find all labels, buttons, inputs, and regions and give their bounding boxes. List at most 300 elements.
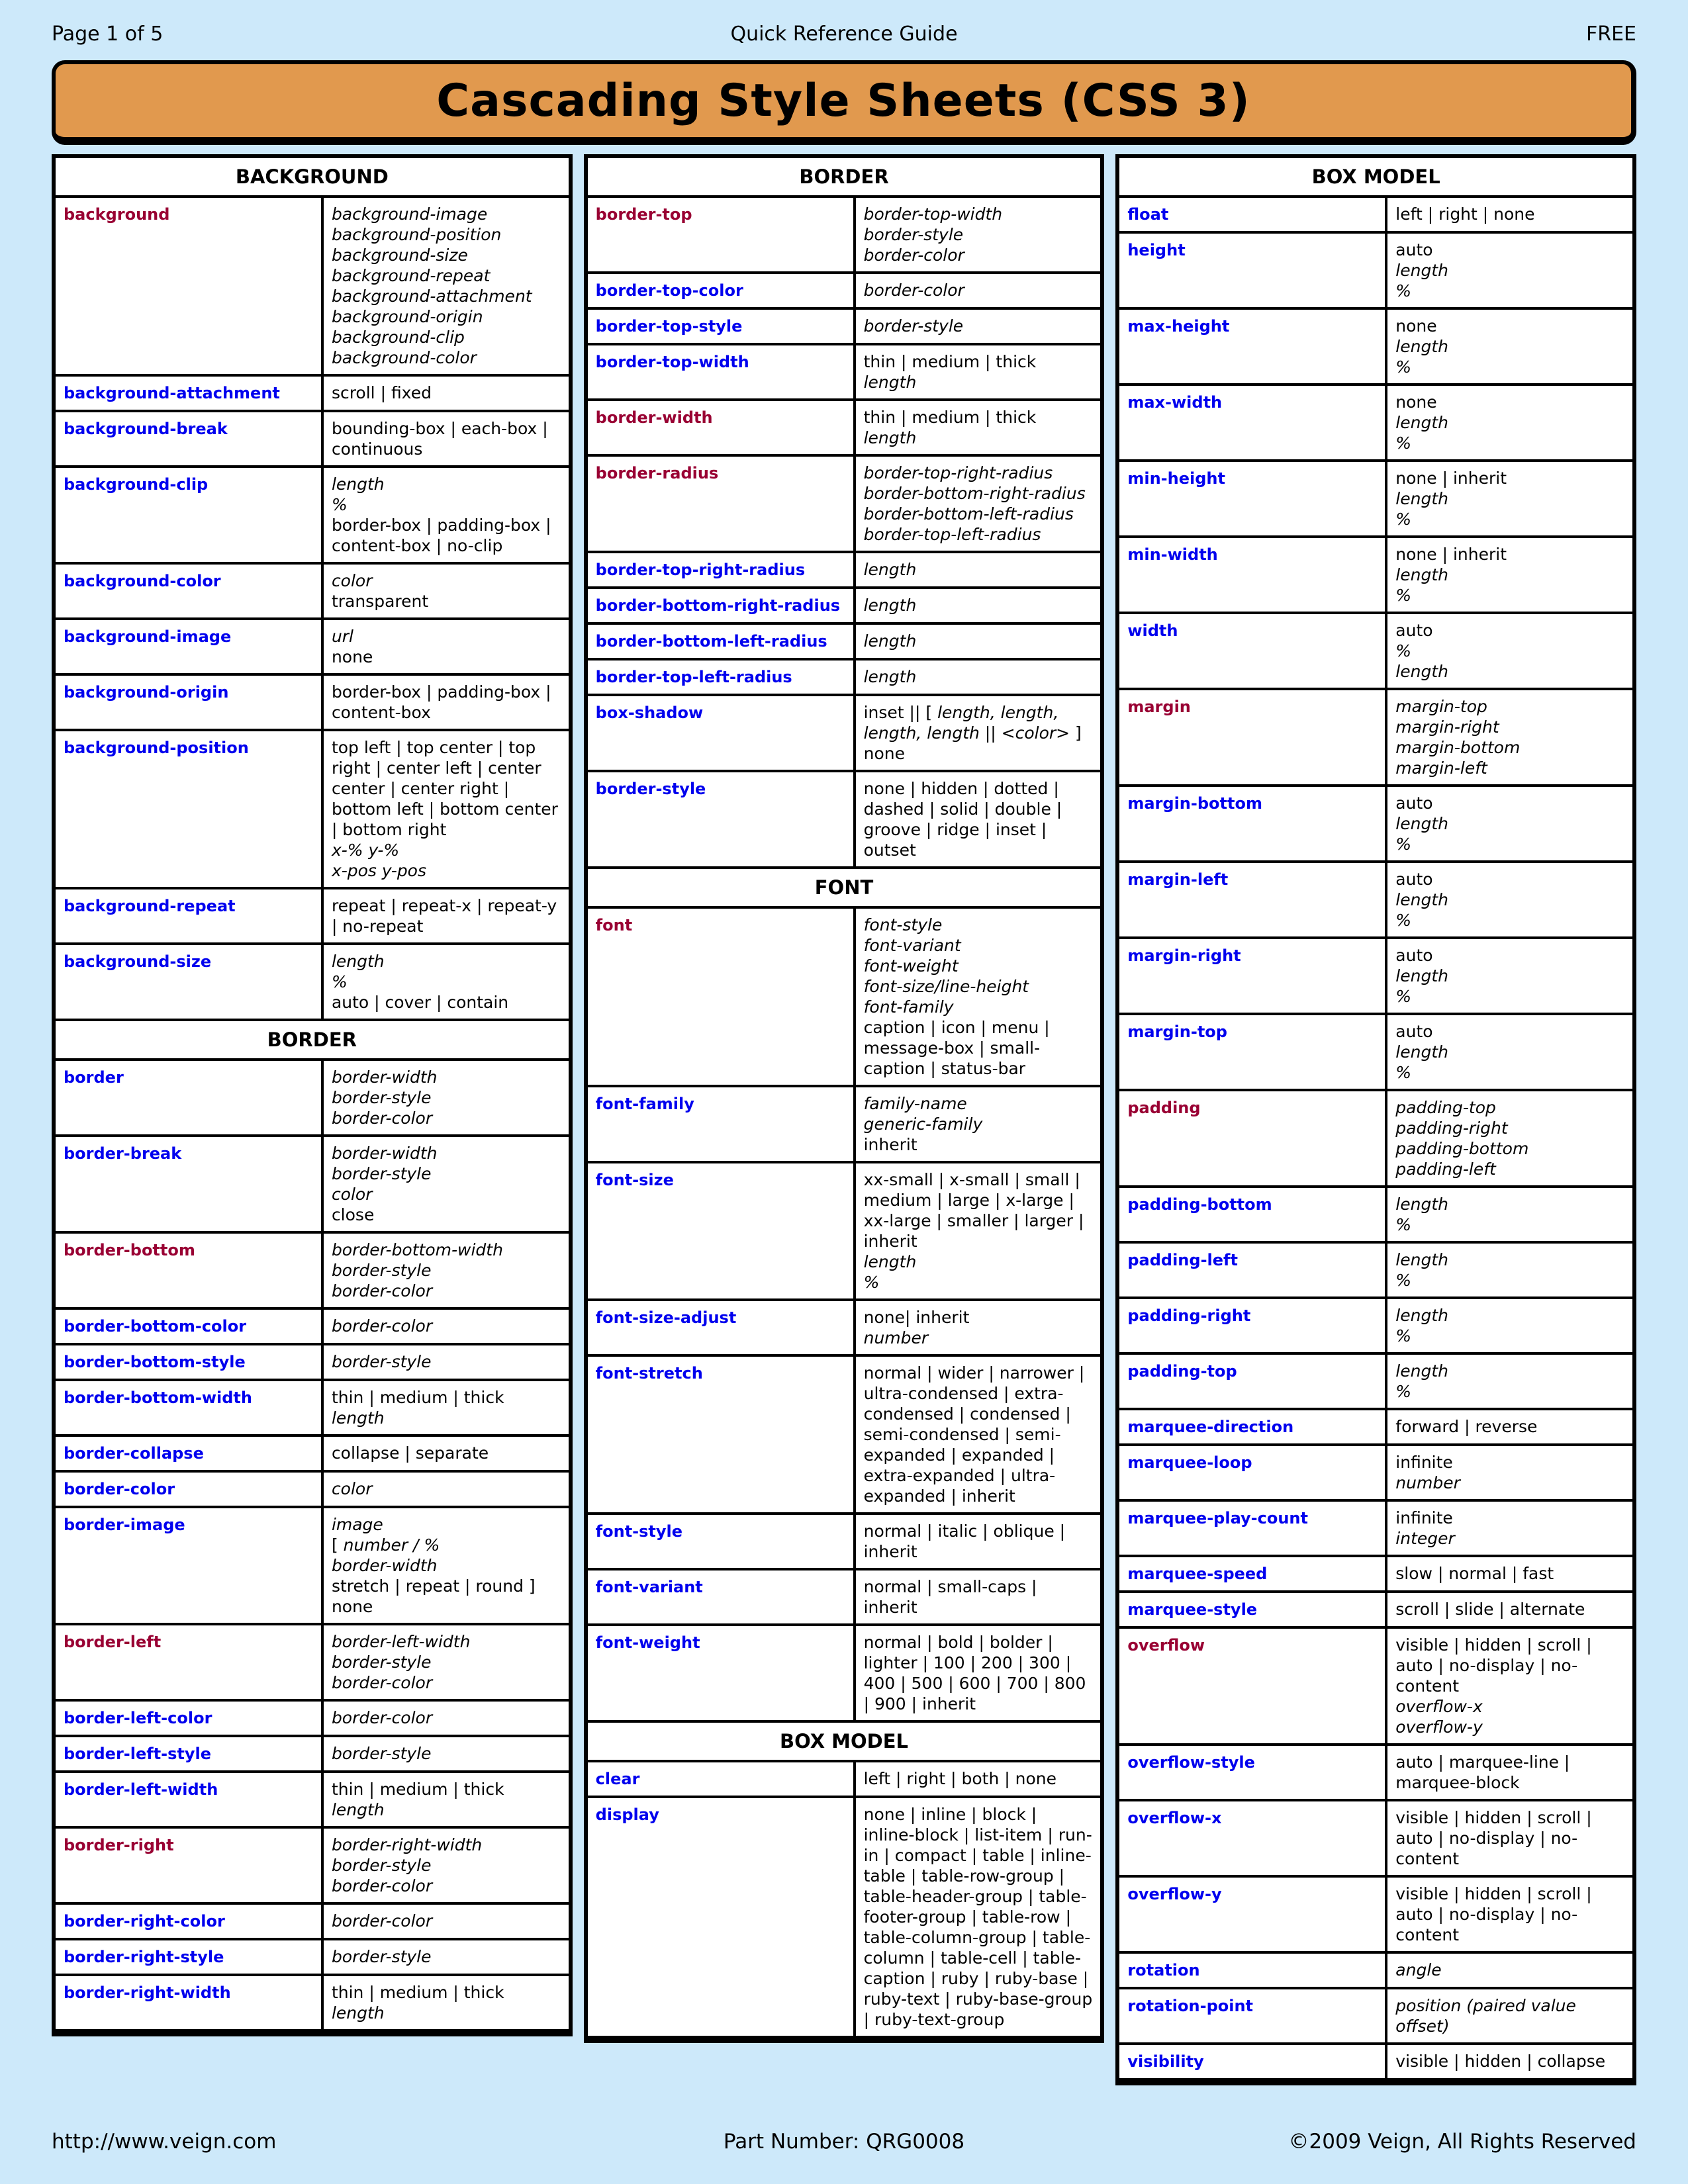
value-line: border-style: [331, 1261, 432, 1280]
property-values: [322, 1435, 571, 1471]
table-row: [1117, 1353, 1634, 1409]
property-values: [322, 1827, 571, 1903]
property-values: [1386, 197, 1634, 232]
property-values: [1386, 232, 1634, 308]
table-row: [586, 400, 1103, 455]
property-values: [322, 730, 571, 888]
table-row: [586, 1162, 1103, 1300]
table-row: [1117, 1014, 1634, 1090]
value-line: font-size/line-height: [863, 977, 1029, 996]
page-title: Cascading Style Sheets (CSS 3): [436, 74, 1250, 127]
table-row: [1117, 862, 1634, 938]
property-values: [322, 1060, 571, 1136]
value-line: visible | hidden | scroll | auto | no-display | no-content: [1395, 1635, 1592, 1696]
table-row: [54, 1471, 571, 1507]
property-name: border-top-right-radius: [586, 552, 855, 588]
copyright: ©2009 Veign, All Rights Reserved: [1288, 2130, 1636, 2154]
value-line: %: [331, 972, 348, 991]
property-name: font-style: [586, 1514, 855, 1569]
value-line: %: [1395, 357, 1412, 377]
page-header: [0, 0, 1688, 46]
property-name: background-break: [54, 411, 322, 467]
property-values: [1386, 689, 1634, 786]
section-row: [54, 1020, 571, 1060]
property-name: border-style: [586, 771, 855, 868]
property-name: display: [586, 1797, 855, 2040]
value-line: length: [1395, 1361, 1448, 1381]
value-line: margin-left: [1395, 758, 1487, 778]
property-values: [855, 588, 1103, 623]
property-values: [855, 197, 1103, 273]
value-line: border-color: [331, 1708, 433, 1727]
value-line: length: [863, 428, 917, 447]
value-line: url: [331, 627, 354, 646]
property-values: [1386, 1242, 1634, 1298]
value-line: border-width: [331, 1556, 438, 1575]
property-name: marquee-loop: [1117, 1445, 1386, 1500]
property-name: border-left: [54, 1624, 322, 1700]
value-line: font-style: [863, 915, 943, 934]
table-row: [586, 1625, 1103, 1721]
table-row: [586, 552, 1103, 588]
table-row: [54, 730, 571, 888]
property-values: [855, 659, 1103, 695]
section-header-box-model: BOX MODEL: [586, 1721, 1103, 1761]
section-row: [586, 868, 1103, 907]
property-name: border-right-width: [54, 1975, 322, 2033]
columns: [52, 154, 1636, 2085]
property-values: [322, 674, 571, 730]
section-header-border: BORDER: [54, 1020, 571, 1060]
property-values: [322, 467, 571, 563]
section-row: [54, 156, 571, 197]
table-row: [1117, 1500, 1634, 1556]
value-line: border-width: [331, 1068, 438, 1087]
property-values: [855, 623, 1103, 659]
table-row: [1117, 1876, 1634, 1952]
value-line: margin-bottom: [1395, 738, 1521, 757]
value-line: repeat | repeat-x | repeat-y | no-repeat: [331, 896, 557, 936]
property-name: overflow-y: [1117, 1876, 1386, 1952]
property-name: border-image: [54, 1507, 322, 1624]
value-line: normal | small-caps | inherit: [863, 1577, 1037, 1617]
value-line: %: [863, 1273, 880, 1292]
property-values: [855, 1514, 1103, 1569]
table-row: [586, 1355, 1103, 1514]
value-line: border-color: [331, 1876, 433, 1895]
value-line: auto: [1395, 1022, 1433, 1041]
property-name: padding-right: [1117, 1298, 1386, 1353]
property-values: [855, 308, 1103, 344]
value-line: none | hidden | dotted | dashed | solid | double | groove | ridge | inset | outset: [863, 779, 1062, 860]
property-values: [322, 1903, 571, 1939]
property-values: [1386, 1876, 1634, 1952]
value-line: infinite: [1395, 1508, 1453, 1527]
property-name: border-bottom-style: [54, 1344, 322, 1380]
value-line: number: [863, 1328, 929, 1347]
value-line: thin | medium | thick: [331, 1780, 504, 1799]
table-row: [586, 1797, 1103, 2040]
value-line: left | right | both | none: [863, 1769, 1056, 1788]
property-values: [1386, 1298, 1634, 1353]
value-line: length: [331, 1800, 385, 1819]
property-values: [1386, 1988, 1634, 2044]
value-line: length: [1395, 261, 1448, 280]
property-values: [322, 1136, 571, 1232]
value-line: border-width: [331, 1144, 438, 1163]
property-name: overflow: [1117, 1627, 1386, 1745]
property-values: [855, 695, 1103, 771]
value-line: border-top-width: [863, 205, 1003, 224]
table-row: [586, 308, 1103, 344]
property-values: [855, 344, 1103, 400]
property-name: font-stretch: [586, 1355, 855, 1514]
property-values: [1386, 862, 1634, 938]
value-line: border-bottom-width: [331, 1240, 503, 1259]
property-values: [322, 1380, 571, 1435]
property-name: visibility: [1117, 2044, 1386, 2082]
value-line: %: [1395, 987, 1412, 1006]
value-line: slow | normal | fast: [1395, 1564, 1554, 1583]
value-line: background-attachment: [331, 287, 532, 306]
value-line: length: [1395, 814, 1448, 833]
table-row: [1117, 1445, 1634, 1500]
value-line: normal | wider | narrower | ultra-condensed | extra-condensed | condensed | semi-condensed | semi-expanded | expanded | extra-expanded | ultra-expanded | inherit: [863, 1363, 1085, 1506]
property-name: padding-top: [1117, 1353, 1386, 1409]
value-line: border-color: [331, 1316, 433, 1336]
table-row: [54, 674, 571, 730]
value-line: %: [1395, 281, 1412, 300]
value-line: position (paired value offset): [1395, 1996, 1576, 2036]
value-line: normal | bold | bolder | lighter | 100 | 200 | 300 | 400 | 500 | 600 | 700 | 800 | 900 | inherit: [863, 1633, 1086, 1713]
value-line: %: [1395, 911, 1412, 930]
property-values: [322, 411, 571, 467]
property-values: [322, 1308, 571, 1344]
table-row: [1117, 197, 1634, 232]
property-values: [322, 375, 571, 411]
table-row: [1117, 1298, 1634, 1353]
value-line: image: [331, 1515, 383, 1534]
property-values: [1386, 1592, 1634, 1627]
value-line: visible | hidden | scroll | auto | no-display | no-content: [1395, 1884, 1592, 1944]
table-row: [54, 1060, 571, 1136]
property-values: [322, 1232, 571, 1308]
value-line: background-color: [331, 348, 477, 367]
column-3: [1115, 154, 1636, 2085]
property-name: padding: [1117, 1090, 1386, 1187]
property-name: border-left-style: [54, 1736, 322, 1772]
property-values: [855, 1569, 1103, 1625]
value-line: inherit: [863, 1135, 917, 1154]
reference-table-2: [584, 154, 1105, 2043]
value-line: length: [1395, 565, 1448, 584]
value-line: length: [331, 952, 385, 971]
value-line: none: [1395, 316, 1437, 336]
table-row: [1117, 689, 1634, 786]
property-name: border-collapse: [54, 1435, 322, 1471]
value-line: length: [331, 2003, 385, 2023]
property-values: [855, 1761, 1103, 1797]
value-line: border-style: [331, 1947, 432, 1966]
property-name: background-color: [54, 563, 322, 619]
property-values: [855, 771, 1103, 868]
table-row: [1117, 1556, 1634, 1592]
value-line: length: [1395, 662, 1448, 681]
table-row: [1117, 1592, 1634, 1627]
value-line: %: [1395, 1063, 1412, 1082]
value-line: %: [1395, 510, 1412, 529]
property-name: max-width: [1117, 385, 1386, 461]
value-line: inset || [ length, length, length, length || <color> ]: [863, 703, 1082, 743]
value-line: stretch | repeat | round ]: [331, 1576, 536, 1596]
property-name: marquee-play-count: [1117, 1500, 1386, 1556]
table-row: [54, 1624, 571, 1700]
value-line: background-position: [331, 225, 502, 244]
property-values: [1386, 1800, 1634, 1876]
value-line: bounding-box | each-box | continuous: [331, 419, 548, 459]
value-line: background-clip: [331, 328, 465, 347]
table-row: [586, 659, 1103, 695]
property-name: border-left-width: [54, 1772, 322, 1827]
property-values: [1386, 1627, 1634, 1745]
value-line: color: [331, 1185, 373, 1204]
value-line: x-pos y-pos: [331, 861, 427, 880]
property-values: [855, 907, 1103, 1086]
property-values: [1386, 1353, 1634, 1409]
property-name: border-bottom-left-radius: [586, 623, 855, 659]
property-name: padding-left: [1117, 1242, 1386, 1298]
table-row: [586, 1514, 1103, 1569]
property-name: clear: [586, 1761, 855, 1797]
table-row: [54, 1380, 571, 1435]
value-line: %: [1395, 1215, 1412, 1234]
value-line: length: [1395, 1306, 1448, 1325]
property-name: font-variant: [586, 1569, 855, 1625]
table-row: [586, 771, 1103, 868]
table-row: [1117, 232, 1634, 308]
column-2: [584, 154, 1105, 2043]
property-name: marquee-direction: [1117, 1409, 1386, 1445]
value-line: none | inherit: [1395, 469, 1507, 488]
table-row: [54, 1700, 571, 1736]
value-line: forward | reverse: [1395, 1417, 1538, 1436]
property-values: [322, 619, 571, 674]
property-values: [1386, 2044, 1634, 2082]
value-line: none | inline | block | inline-block | list-item | run-in | compact | table | inline-table | table-row-group | table-header-group | table-footer-group | table-row | table-column-group | table-column | table-cell | table-caption | ruby | ruby-base | ruby-text | ruby-base-group | ruby-text-group: [863, 1805, 1093, 2029]
section-header-border: BORDER: [586, 156, 1103, 197]
page-indicator: Page 1 of 5: [52, 23, 164, 46]
property-name: background-image: [54, 619, 322, 674]
value-line: background-repeat: [331, 266, 491, 285]
value-line: %: [1395, 835, 1412, 854]
value-line: padding-top: [1395, 1098, 1496, 1117]
property-values: [322, 1344, 571, 1380]
value-line: padding-bottom: [1395, 1139, 1529, 1158]
table-row: [586, 588, 1103, 623]
property-values: [322, 944, 571, 1020]
table-row: [54, 1507, 571, 1624]
value-line: %: [1395, 586, 1412, 605]
property-values: [322, 1975, 571, 2033]
property-name: background: [54, 197, 322, 375]
table-row: [1117, 1800, 1634, 1876]
column-1: [52, 154, 573, 2036]
property-name: overflow-style: [1117, 1745, 1386, 1800]
property-name: border-bottom-right-radius: [586, 588, 855, 623]
value-line: %: [1395, 1271, 1412, 1290]
value-line: visible | hidden | scroll | auto | no-display | no-content: [1395, 1808, 1592, 1868]
value-line: x-% y-%: [331, 841, 400, 860]
value-line: border-left-width: [331, 1632, 471, 1651]
table-row: [586, 907, 1103, 1086]
doc-type-label: Quick Reference Guide: [730, 23, 958, 46]
value-line: border-color: [331, 1911, 433, 1931]
property-values: [855, 1797, 1103, 2040]
value-line: border-color: [331, 1673, 433, 1692]
table-row: [1117, 308, 1634, 385]
value-line: border-box | padding-box | content-box: [331, 682, 551, 722]
property-values: [1386, 1556, 1634, 1592]
property-values: [322, 1700, 571, 1736]
property-name: margin-top: [1117, 1014, 1386, 1090]
value-line: border-top-right-radius: [863, 463, 1053, 482]
property-values: [1386, 938, 1634, 1014]
table-row: [54, 1939, 571, 1975]
value-line: border-color: [331, 1281, 433, 1300]
table-row: [586, 1761, 1103, 1797]
value-line: border-color: [863, 281, 964, 300]
value-line: thin | medium | thick: [863, 352, 1037, 371]
property-name: padding-bottom: [1117, 1187, 1386, 1242]
property-name: height: [1117, 232, 1386, 308]
value-line: top left | top center | top right | center left | center center | center right | bottom left | bottom center | bottom right: [331, 738, 558, 839]
value-line: background-origin: [331, 307, 483, 326]
table-row: [1117, 1187, 1634, 1242]
property-values: [855, 455, 1103, 552]
value-line: border-style: [331, 1352, 432, 1371]
value-line: left | right | none: [1395, 205, 1535, 224]
property-values: [1386, 461, 1634, 537]
table-row: [54, 944, 571, 1020]
property-values: [322, 563, 571, 619]
value-line: xx-small | x-small | small | medium | large | x-large | xx-large | smaller | larger | inherit: [863, 1170, 1084, 1251]
property-values: [322, 1471, 571, 1507]
property-name: border-right-style: [54, 1939, 322, 1975]
value-line: none| inherit: [863, 1308, 970, 1327]
value-line: font-variant: [863, 936, 961, 955]
table-row: [1117, 461, 1634, 537]
property-values: [1386, 613, 1634, 689]
title-banner: [52, 60, 1636, 145]
table-row: [586, 197, 1103, 273]
value-line: number: [1395, 1473, 1460, 1492]
table-row: [586, 695, 1103, 771]
property-values: [1386, 1952, 1634, 1988]
value-line: font-weight: [863, 956, 959, 976]
value-line: background-image: [331, 205, 488, 224]
table-row: [1117, 613, 1634, 689]
property-values: [322, 1624, 571, 1700]
property-name: border: [54, 1060, 322, 1136]
value-line: border-style: [331, 1164, 432, 1183]
section-header-font: FONT: [586, 868, 1103, 907]
property-name: min-width: [1117, 537, 1386, 613]
value-line: border-style: [863, 225, 964, 244]
property-values: [322, 1736, 571, 1772]
property-name: font-size: [586, 1162, 855, 1300]
property-name: overflow-x: [1117, 1800, 1386, 1876]
property-values: [1386, 786, 1634, 862]
property-name: margin-right: [1117, 938, 1386, 1014]
property-values: [855, 1355, 1103, 1514]
section-header-box-model: BOX MODEL: [1117, 156, 1634, 197]
value-line: angle: [1395, 1960, 1442, 1979]
value-line: length: [331, 1408, 385, 1428]
property-name: margin: [1117, 689, 1386, 786]
table-row: [586, 1300, 1103, 1355]
table-row: [54, 1827, 571, 1903]
free-label: FREE: [1585, 23, 1636, 46]
value-line: overflow-y: [1395, 1717, 1483, 1737]
table-row: [586, 455, 1103, 552]
table-row: [1117, 2044, 1634, 2082]
value-line: normal | italic | oblique | inherit: [863, 1522, 1066, 1561]
value-line: length: [1395, 1195, 1448, 1214]
property-name: marquee-speed: [1117, 1556, 1386, 1592]
table-row: [54, 1232, 571, 1308]
table-row: [54, 1975, 571, 2033]
value-line: border-style: [331, 1856, 432, 1875]
table-row: [54, 1344, 571, 1380]
property-name: rotation-point: [1117, 1988, 1386, 2044]
section-header-background: BACKGROUND: [54, 156, 571, 197]
property-values: [1386, 537, 1634, 613]
value-line: border-style: [331, 1088, 432, 1107]
table-row: [1117, 1745, 1634, 1800]
table-row: [586, 344, 1103, 400]
value-line: thin | medium | thick: [331, 1388, 504, 1407]
value-line: length: [863, 560, 917, 579]
value-line: [ number / %: [331, 1535, 440, 1555]
property-values: [1386, 1745, 1634, 1800]
value-line: scroll | fixed: [331, 383, 432, 402]
value-line: margin-top: [1395, 697, 1487, 716]
value-line: auto | marquee-line | marquee-block: [1395, 1752, 1570, 1792]
value-line: auto: [1395, 240, 1433, 259]
property-name: background-origin: [54, 674, 322, 730]
value-line: length: [1395, 489, 1448, 508]
property-name: margin-left: [1117, 862, 1386, 938]
section-row: [586, 1721, 1103, 1761]
table-row: [1117, 786, 1634, 862]
value-line: family-name: [863, 1094, 967, 1113]
property-name: border-right-color: [54, 1903, 322, 1939]
property-name: font-weight: [586, 1625, 855, 1721]
property-values: [1386, 1090, 1634, 1187]
property-name: border-top-width: [586, 344, 855, 400]
value-line: auto | cover | contain: [331, 993, 509, 1012]
value-line: length: [863, 667, 917, 686]
value-line: none: [331, 1597, 373, 1616]
part-number: Part Number: QRG0008: [723, 2130, 965, 2154]
property-values: [855, 552, 1103, 588]
value-line: collapse | separate: [331, 1443, 489, 1463]
table-row: [1117, 1242, 1634, 1298]
value-line: %: [1395, 433, 1412, 453]
table-row: [586, 1569, 1103, 1625]
property-name: rotation: [1117, 1952, 1386, 1988]
property-values: [1386, 308, 1634, 385]
